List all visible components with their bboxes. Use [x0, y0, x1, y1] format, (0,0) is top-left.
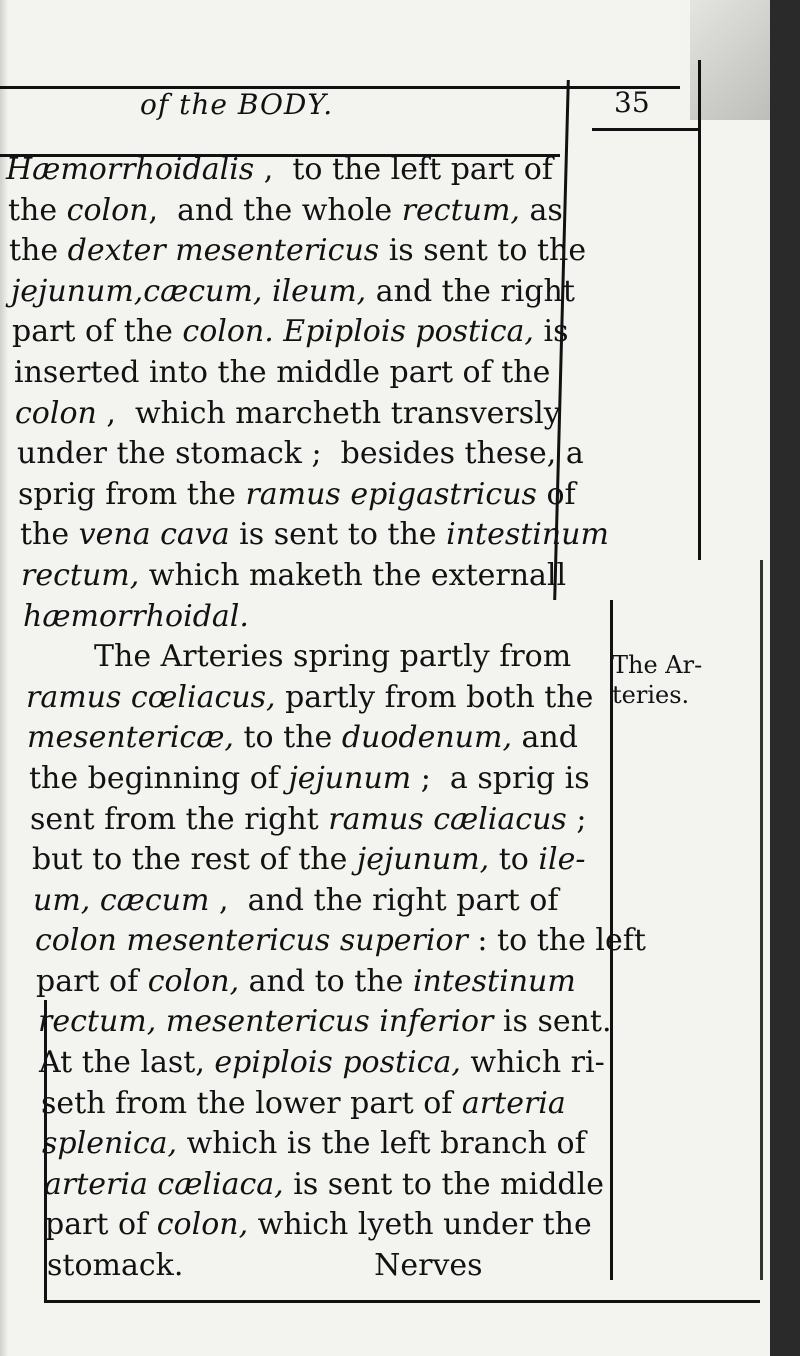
margin-note-line: teries.	[612, 681, 690, 709]
text-line	[6, 1246, 606, 1287]
text-line	[6, 1084, 606, 1125]
text-line	[6, 312, 606, 353]
text-line	[6, 231, 606, 272]
italic-term: jejunum	[288, 760, 412, 796]
text-line	[6, 881, 606, 922]
italic-term: rectum, mesentericus inferior	[38, 1004, 494, 1040]
text-run: is sent to the	[229, 517, 447, 553]
italic-term: colon	[15, 395, 97, 431]
italic-term: um, cæcum	[33, 882, 210, 918]
italic-term: ramus epigastricus	[245, 476, 537, 512]
text-run: : to the left	[467, 923, 646, 959]
italic-term: duodenum,	[341, 720, 512, 756]
text-line	[6, 1165, 606, 1206]
header-underline-right	[592, 128, 698, 131]
text-run: and to the	[239, 963, 413, 999]
text-run: part of	[45, 1207, 157, 1243]
text-run: ;	[566, 801, 587, 837]
text-line	[6, 475, 606, 516]
top-frame-rule	[0, 86, 680, 89]
page-curl	[690, 0, 770, 120]
text-line	[6, 1205, 606, 1246]
outer-frame-right	[698, 60, 701, 560]
text-line	[6, 1043, 606, 1084]
italic-term: rectum,	[401, 192, 520, 228]
text-run: part of the	[12, 314, 183, 350]
text-line	[6, 353, 606, 394]
text-line	[6, 759, 606, 800]
text-line	[6, 800, 606, 841]
bottom-frame-rule	[44, 1300, 760, 1303]
text-run: is	[533, 314, 569, 350]
text-run: under the stomack ; besides these, a	[17, 436, 584, 472]
italic-term: arteria	[461, 1085, 566, 1121]
italic-term: arteria cæliaca,	[44, 1166, 284, 1202]
text-run: seth from the lower part of	[41, 1085, 462, 1121]
italic-term: vena cava	[78, 517, 230, 553]
text-run: and the right	[366, 273, 575, 309]
text-line	[6, 556, 606, 597]
text-line	[6, 1124, 606, 1165]
text-run: and	[511, 720, 578, 756]
text-run: Nerves	[183, 1248, 483, 1284]
main-text-column	[6, 150, 646, 1287]
text-line	[6, 962, 606, 1003]
text-run: stomack.	[47, 1248, 184, 1284]
italic-term: intestinum	[412, 963, 576, 999]
text-run: to	[489, 842, 539, 878]
text-run: partly from both the	[275, 679, 594, 715]
text-run: which is the left branch of	[177, 1126, 586, 1162]
text-line	[6, 150, 606, 191]
text-run: At the last,	[39, 1045, 215, 1081]
text-run: is sent to the middle	[283, 1166, 604, 1202]
text-run: which lyeth under the	[248, 1207, 592, 1243]
text-run: as	[519, 192, 563, 228]
italic-term: splenica,	[42, 1126, 178, 1162]
text-line	[6, 515, 609, 556]
text-run: sprig from the	[18, 476, 246, 512]
italic-term: colon	[66, 192, 149, 228]
italic-term: rectum,	[21, 557, 140, 593]
text-run: The Arteries spring partly from	[94, 639, 572, 675]
italic-term: mesentericæ,	[27, 720, 234, 756]
italic-term: dexter mesentericus	[67, 233, 380, 269]
text-run: , which marcheth transversly	[96, 395, 561, 431]
text-line	[6, 394, 606, 435]
margin-note	[612, 650, 742, 710]
italic-term: ile-	[538, 842, 586, 878]
italic-term: colon,	[147, 963, 240, 999]
text-run: but to the rest of the	[32, 842, 357, 878]
text-run: the beginning of	[29, 760, 289, 796]
text-run: to the	[233, 720, 342, 756]
margin-note-line: The Ar-	[612, 651, 703, 679]
text-line	[6, 1002, 612, 1043]
text-line	[6, 597, 606, 638]
text-line	[6, 637, 606, 678]
italic-term: Hæmorrhoidalis	[6, 152, 255, 187]
italic-term: intestinum	[446, 517, 609, 553]
text-run: which ri-	[460, 1045, 605, 1081]
text-run: the	[9, 233, 68, 269]
text-run: the	[8, 192, 67, 228]
text-run: sent from the right	[30, 801, 329, 837]
text-run: part of	[36, 963, 148, 999]
text-run: of	[536, 476, 576, 512]
text-run: which maketh the externall	[139, 557, 567, 593]
text-line	[6, 434, 606, 475]
italic-term: colon,	[156, 1207, 249, 1243]
text-line	[6, 921, 646, 962]
text-run: is sent.	[493, 1004, 612, 1040]
text-line	[6, 840, 606, 881]
page-number: 35	[614, 86, 650, 119]
italic-term: ramus cœliacus,	[26, 679, 276, 715]
italic-term: ramus cæliacus	[328, 801, 567, 837]
text-line	[6, 678, 606, 719]
text-run: , and the right part of	[209, 882, 559, 918]
text-run: , and the whole	[148, 192, 402, 228]
text-line	[6, 272, 606, 313]
text-run: is sent to the	[379, 233, 587, 269]
text-run: inserted into the middle part of the	[14, 354, 551, 390]
italic-term: colon. Epiplois postica,	[182, 314, 534, 350]
outer-frame-right-lower	[760, 560, 763, 1280]
italic-term: hæmorrhoidal.	[23, 598, 249, 634]
text-line	[6, 191, 606, 232]
italic-term: colon mesentericus superior	[35, 923, 468, 959]
running-head: of the BODY.	[140, 88, 334, 121]
italic-term: epiplois postica,	[214, 1045, 461, 1081]
italic-term: jejunum,	[356, 842, 490, 878]
text-run: the	[20, 517, 79, 553]
text-run: , to the left part of	[254, 152, 553, 187]
text-run: ; a sprig is	[411, 760, 590, 796]
italic-term: jejunum,cæcum, ileum,	[11, 273, 367, 309]
text-line	[6, 718, 606, 759]
